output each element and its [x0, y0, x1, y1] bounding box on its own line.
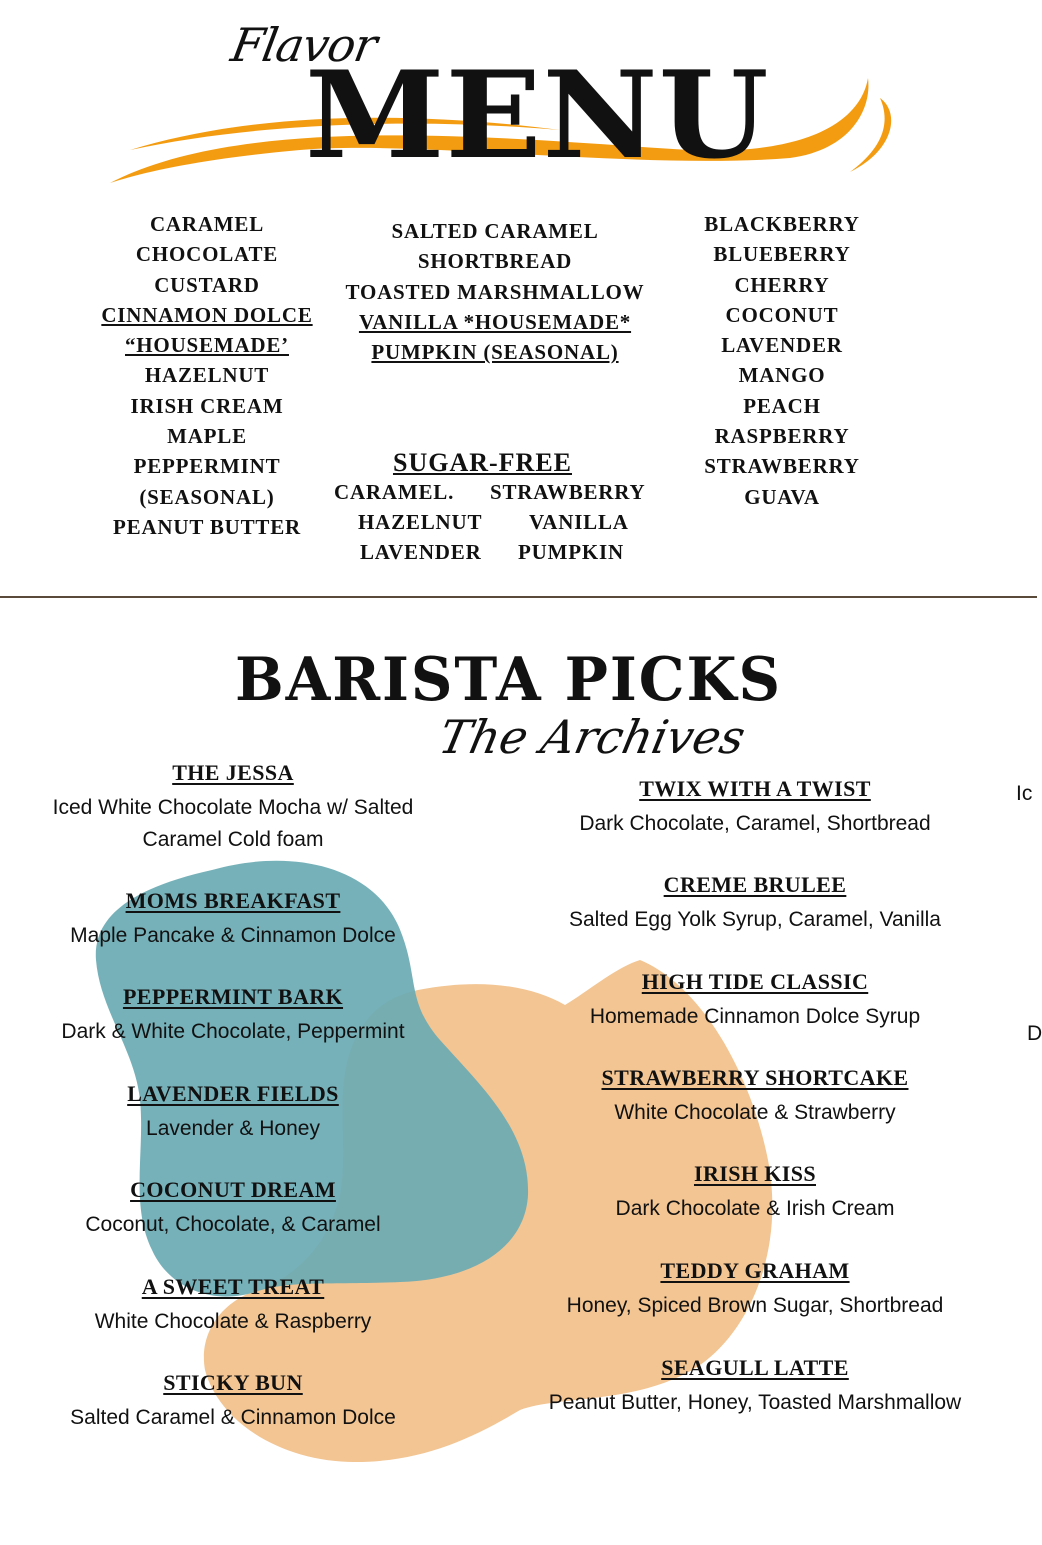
flavor-item: LAVENDER: [721, 333, 843, 358]
pick-description: Maple Pancake & Cinnamon Dolce: [70, 924, 396, 947]
pick-item: [505, 1065, 1005, 1129]
pick-item: [18, 1274, 448, 1338]
pick-item: [18, 888, 448, 952]
flavor-item: MANGO: [738, 363, 826, 388]
flavor-item: COCONUT: [725, 302, 839, 327]
pick-name: CREME BRULEE: [663, 872, 847, 897]
pick-name: TEDDY GRAHAM: [660, 1258, 850, 1283]
flavor-item: (SEASONAL): [139, 484, 275, 509]
pick-name: PEPPERMINT BARK: [122, 984, 344, 1009]
sugar-free-item: LAVENDER: [360, 540, 482, 564]
pick-description: Coconut, Chocolate, & Caramel: [85, 1213, 381, 1236]
pick-item: [505, 1258, 1005, 1322]
pick-item: [505, 1355, 1005, 1419]
pick-description: Dark Chocolate & Irish Cream: [615, 1197, 895, 1220]
pick-description: Dark Chocolate, Caramel, Shortbread: [579, 812, 931, 835]
pick-item: [505, 969, 1005, 1033]
flavor-item: CHERRY: [734, 272, 830, 297]
pick-name: HIGH TIDE CLASSIC: [641, 969, 869, 994]
sugar-free-item: HAZELNUT: [358, 510, 483, 534]
flavor-item: PUMPKIN (SEASONAL): [371, 340, 619, 365]
pick-description: Peanut Butter, Honey, Toasted Marshmallow: [548, 1391, 962, 1414]
flavor-item: STRAWBERRY: [704, 454, 860, 479]
flavor-item: PEACH: [743, 393, 821, 418]
barista-picks-title: BARISTA PICKS: [235, 645, 782, 715]
sugar-free-heading: SUGAR-FREE: [392, 448, 572, 477]
pick-description: White Chocolate & Raspberry: [94, 1310, 372, 1333]
pick-item: [18, 760, 448, 856]
pick-item: [505, 872, 1005, 936]
flavor-item: IRISH CREAM: [130, 393, 284, 418]
pick-item: [505, 776, 1005, 840]
flavor-item: SHORTBREAD: [417, 249, 573, 274]
pick-name: SEAGULL LATTE: [661, 1355, 849, 1380]
flavor-item: CHOCOLATE: [135, 242, 279, 267]
pick-description: Homemade Cinnamon Dolce Syrup: [589, 1005, 921, 1028]
flavor-item: SALTED CARAMEL: [391, 219, 599, 243]
flavor-item: MAPLE: [167, 424, 247, 449]
flavor-item: GUAVA: [744, 484, 820, 509]
flavor-item: “HOUSEMADE’: [125, 333, 289, 358]
pick-name: IRISH KISS: [693, 1161, 816, 1186]
flavor-item: PEANUT BUTTER: [113, 514, 301, 539]
edge-text-fragment: Ic: [1016, 782, 1033, 805]
flavor-item: PEPPERMINT: [133, 454, 281, 479]
pick-description: Salted Egg Yolk Syrup, Caramel, Vanilla: [569, 908, 941, 931]
flavor-item: RASPBERRY: [714, 424, 850, 449]
flavor-item: BLACKBERRY: [704, 212, 860, 236]
flavor-item: CINNAMON DOLCE: [101, 302, 313, 327]
pick-description: Honey, Spiced Brown Sugar, Shortbread: [566, 1294, 944, 1317]
pick-description: Iced White Chocolate Mocha w/ Salted Caramel Cold foam: [52, 796, 414, 851]
flavor-item: BLUEBERRY: [713, 242, 851, 267]
flavor-script-heading: Flavor: [227, 18, 381, 72]
pick-item: [18, 1081, 448, 1145]
sugar-free-item: VANILLA: [529, 510, 629, 534]
menu-title: MENU: [305, 44, 770, 186]
edge-text-fragment: D: [1027, 1022, 1042, 1045]
sugar-free-item: PUMPKIN: [518, 540, 624, 564]
pick-description: Salted Caramel & Cinnamon Dolce: [70, 1406, 396, 1429]
pick-name: STICKY BUN: [163, 1370, 303, 1395]
sugar-free-item: STRAWBERRY: [490, 480, 646, 504]
pick-name: THE JESSA: [172, 760, 294, 785]
archives-script-subtitle: The Archives: [434, 710, 751, 764]
flavor-item: CUSTARD: [154, 272, 260, 297]
pick-description: White Chocolate & Strawberry: [614, 1101, 896, 1124]
pick-name: TWIX WITH A TWIST: [639, 776, 871, 801]
pick-name: COCONUT DREAM: [130, 1177, 336, 1202]
pick-name: LAVENDER FIELDS: [127, 1081, 339, 1106]
pick-item: [18, 1370, 448, 1434]
pick-item: [18, 984, 448, 1048]
pick-name: STRAWBERRY SHORTCAKE: [601, 1065, 909, 1090]
flavor-item: HAZELNUT: [144, 363, 270, 388]
pick-name: MOMS BREAKFAST: [125, 888, 341, 913]
flavor-item: TOASTED MARSHMALLOW: [345, 279, 645, 304]
flavor-item: VANILLA *HOUSEMADE*: [358, 309, 632, 334]
pick-description: Lavender & Honey: [146, 1117, 320, 1140]
pick-item: [505, 1161, 1005, 1225]
pick-item: [18, 1177, 448, 1241]
sugar-free-item: CARAMEL.: [334, 480, 455, 504]
pick-name: A SWEET TREAT: [141, 1274, 325, 1299]
flavor-item: CARAMEL: [149, 212, 265, 236]
pick-description: Dark & White Chocolate, Peppermint: [61, 1020, 405, 1043]
